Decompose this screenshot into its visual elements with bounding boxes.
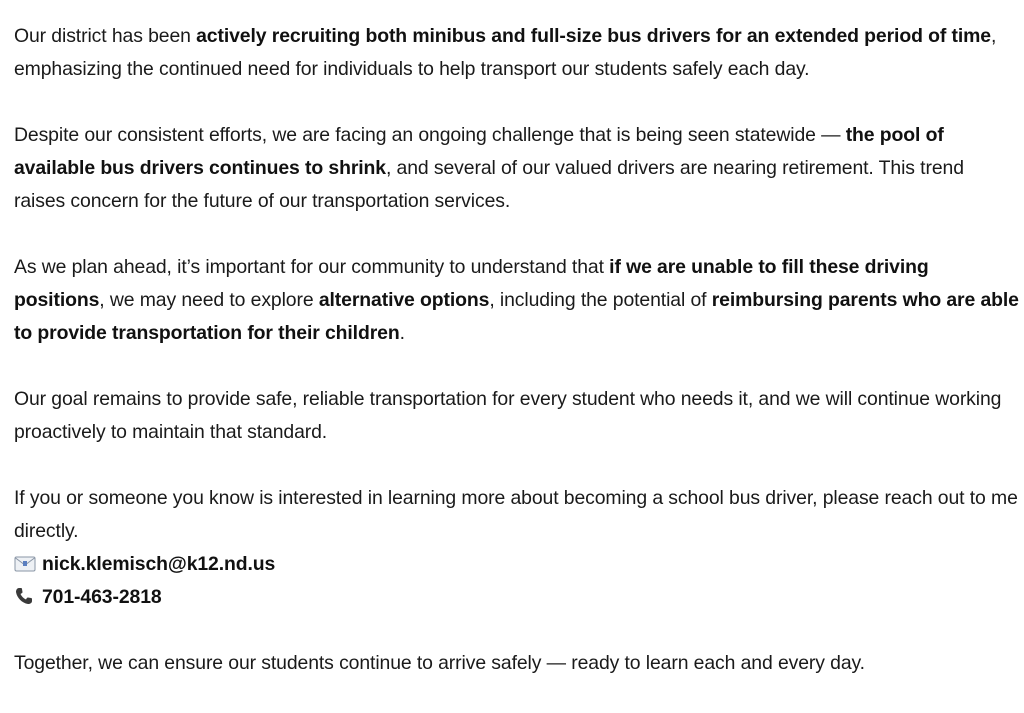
paragraph-closing: Together, we can ensure our students continue to arrive safely — ready to learn each and every day. [14,652,865,674]
paragraph-contact-intro: If you or someone you know is interested in learning more about becoming a school bus driver, please reach out to me directly. [14,487,1018,542]
paragraph-challenge: Despite our consistent efforts, we are facing an ongoing challenge that is being seen statewide — the pool of available bus drivers continues to shrink, and several of our valued drivers are nearing retirement. This trend raises concern for the future of our transportation services. [14,124,964,212]
paragraph-goal: Our goal remains to provide safe, reliable transportation for every student who needs it, and we will continue working proactively to maintain that standard. [14,388,1002,443]
contact-phone[interactable]: 701-463-2818 [42,586,162,608]
telephone-receiver-icon [14,586,36,606]
paragraph-alternatives: As we plan ahead, it’s important for our community to understand that if we are unable to fill these driving positions, we may need to explore alternative options, including the potential of reimbursing parents who are able to provide transportation for their children. [14,256,1019,344]
envelope-icon [14,555,36,573]
message-body [14,20,1020,713]
paragraph-recruiting: Our district has been actively recruiting both minibus and full-size bus drivers for an extended period of time, emphasizing the continued need for individuals to help transport our students safely each day. [14,25,997,80]
contact-phone-line [14,581,1020,614]
contact-email-line [14,548,1020,581]
contact-email[interactable]: nick.klemisch@k12.nd.us [42,553,276,575]
